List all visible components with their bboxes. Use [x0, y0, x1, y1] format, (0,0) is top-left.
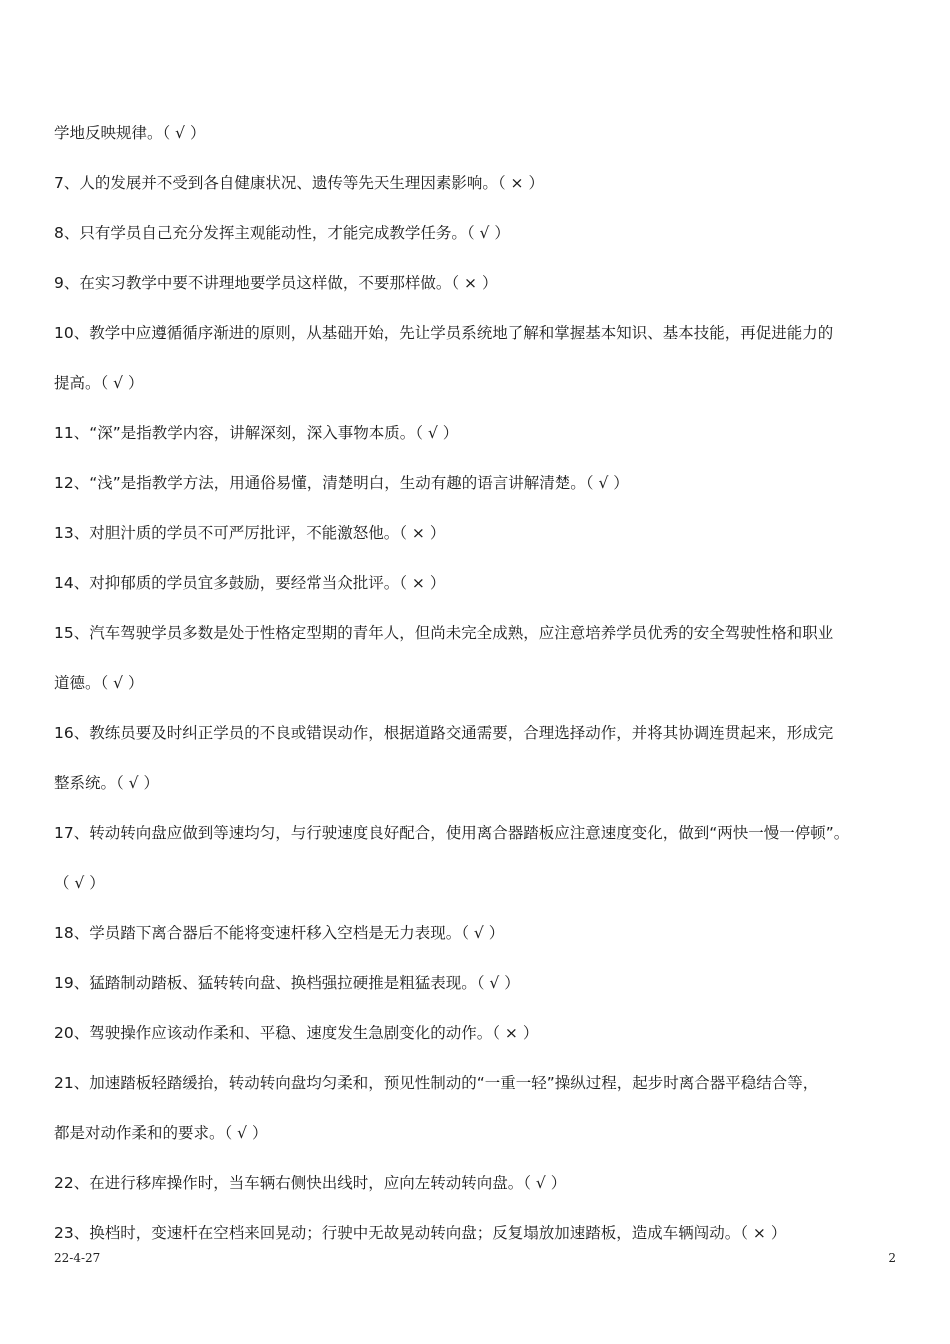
question-9: 9、在实习教学中要不讲理地要学员这样做，不要那样做。（ × ）: [54, 274, 498, 292]
question-16: 16、教练员要及时纠正学员的不良或错误动作，根据道路交通需要，合理选择动作，并将其协调连贯起来，形成完: [54, 724, 834, 742]
footer-date: 22-4-27: [54, 1251, 101, 1265]
question-21: 21、加速踏板轻踏缓抬，转动转向盘均匀柔和，预见性制动的“一重一轻”操纵过程，起步时离合器平稳结合等，: [54, 1074, 819, 1092]
question-18: 18、学员踏下离合器后不能将变速杆移入空档是无力表现。（ √ ）: [54, 924, 505, 942]
question-list: [54, 108, 899, 1258]
question-15-cont: 道德。（ √ ）: [54, 674, 144, 692]
question-19: 19、猛踏制动踏板、猛转转向盘、换档强拉硬推是粗猛表现。（ √ ）: [54, 974, 520, 992]
text-line: 学地反映规律。（ √ ）: [54, 124, 206, 142]
question-17: 17、转动转向盘应做到等速均匀，与行驶速度良好配合，使用离合器踏板应注意速度变化，做到“两快一慢一停顿”。: [54, 824, 850, 842]
question-20: 20、驾驶操作应该动作柔和、平稳、速度发生急剧变化的动作。（ × ）: [54, 1024, 539, 1042]
question-10-cont: 提高。（ √ ）: [54, 374, 144, 392]
question-16-cont: 整系统。（ √ ）: [54, 774, 159, 792]
question-21-cont: 都是对动作柔和的要求。（ √ ）: [54, 1124, 268, 1142]
question-23: 23、换档时，变速杆在空档来回晃动；行驶中无故晃动转向盘；反复塌放加速踏板，造成车辆闯动。（ × ）: [54, 1224, 787, 1242]
question-22: 22、在进行移库操作时，当车辆右侧快出线时，应向左转动转向盘。（ √ ）: [54, 1174, 567, 1192]
question-14: 14、对抑郁质的学员宜多鼓励，要经常当众批评。（ × ）: [54, 574, 446, 592]
question-7: 7、人的发展并不受到各自健康状况、遗传等先天生理因素影响。（ × ）: [54, 174, 544, 192]
question-8: 8、只有学员自己充分发挥主观能动性，才能完成教学任务。（ √ ）: [54, 224, 510, 242]
question-11: 11、“深”是指教学内容，讲解深刻，深入事物本质。（ √ ）: [54, 424, 459, 442]
question-13: 13、对胆汁质的学员不可严厉批评，不能激怒他。（ × ）: [54, 524, 446, 542]
question-17-cont: （ √ ）: [54, 874, 105, 892]
question-15: 15、汽车驾驶学员多数是处于性格定型期的青年人，但尚未完全成熟，应注意培养学员优秀的安全驾驶性格和职业: [54, 624, 834, 642]
question-10: 10、教学中应遵循循序渐进的原则，从基础开始，先让学员系统地了解和掌握基本知识、基本技能，再促进能力的: [54, 324, 834, 342]
page-number: 2: [888, 1251, 896, 1265]
question-12: 12、“浅”是指教学方法，用通俗易懂，清楚明白，生动有趣的语言讲解清楚。（ √ ）: [54, 474, 629, 492]
